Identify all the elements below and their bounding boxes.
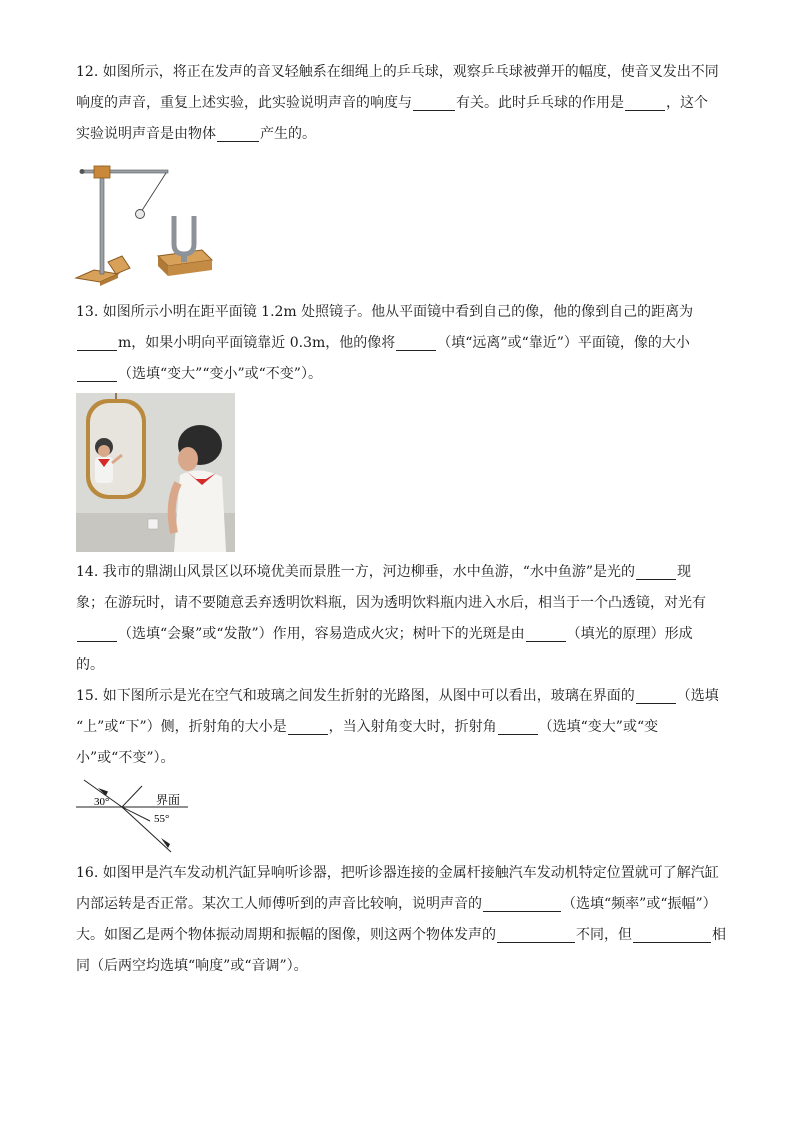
answer-blank[interactable] bbox=[483, 895, 561, 912]
q16-line-2 bbox=[76, 889, 736, 920]
label-angle-30: 30° bbox=[94, 796, 110, 808]
q16-text-3: （选填“频率”或“振幅”） bbox=[562, 896, 717, 912]
answer-blank[interactable] bbox=[413, 94, 455, 111]
question-14 bbox=[76, 557, 736, 681]
q16-text-5: 不同，但 bbox=[576, 927, 632, 943]
q15-line-2 bbox=[76, 712, 736, 743]
answer-blank[interactable] bbox=[217, 125, 259, 142]
question-13 bbox=[76, 297, 736, 390]
q15-text-4: ，当入射角变大时，折射角 bbox=[328, 719, 497, 735]
answer-blank[interactable] bbox=[77, 365, 117, 382]
q12-text-6: 产生的。 bbox=[260, 126, 316, 142]
q15-text-2: （选填 bbox=[676, 688, 719, 704]
q14-text-3: 象；在游玩时，请不要随意丢弃透明饮料瓶，因为透明饮料瓶内进入水后，相当于一个凸透镜，对光有 bbox=[76, 595, 706, 611]
answer-blank[interactable] bbox=[633, 926, 711, 943]
q16-text-7: 同（后两空均选填“响度”或“音调”）。 bbox=[76, 958, 308, 974]
q16-line-4 bbox=[76, 951, 736, 982]
q14-line-1 bbox=[76, 557, 736, 588]
answer-blank[interactable] bbox=[497, 926, 575, 943]
question-12 bbox=[76, 57, 736, 150]
q15-line-1 bbox=[76, 681, 736, 712]
tuning-fork-figure bbox=[74, 156, 214, 288]
q16-text-1: 如图甲是汽车发动机汽缸异响听诊器，把听诊器连接的金属杆接触汽车发动机特定位置就可了解汽缸 bbox=[102, 865, 719, 881]
refraction-diagram bbox=[76, 776, 192, 856]
answer-blank[interactable] bbox=[288, 718, 328, 735]
label-angle-55: 55° bbox=[154, 813, 170, 825]
q13-text-2: m，如果小明向平面镜靠近 0.3m，他的像将 bbox=[118, 335, 396, 351]
answer-blank[interactable] bbox=[396, 334, 436, 351]
answer-blank[interactable] bbox=[526, 625, 566, 642]
answer-blank[interactable] bbox=[77, 625, 117, 642]
q13-line-2 bbox=[76, 328, 736, 359]
q14-line-3 bbox=[76, 619, 736, 650]
q14-text-2: 现 bbox=[677, 564, 692, 580]
q12-line-1 bbox=[76, 57, 736, 88]
q13-number: 13. bbox=[76, 304, 99, 320]
q12-text-4: ，这个 bbox=[666, 95, 708, 111]
q16-number: 16. bbox=[76, 865, 99, 881]
q12-number: 12. bbox=[76, 64, 99, 80]
q12-line-2 bbox=[76, 88, 736, 119]
q14-text-6: 的。 bbox=[76, 657, 104, 673]
q14-line-4 bbox=[76, 650, 736, 681]
q14-text-5: （填光的原理）形成 bbox=[566, 626, 693, 642]
q13-text-3: （填“远离”或“靠近”）平面镜，像的大小 bbox=[437, 335, 690, 351]
q12-line-3 bbox=[76, 119, 736, 150]
answer-blank[interactable] bbox=[77, 334, 117, 351]
q15-text-6: 小”或“不变”）。 bbox=[76, 750, 175, 766]
q12-text-1: 如图所示，将正在发声的音叉轻触系在细绳上的乒乓球，观察乒乓球被弹开的幅度，使音叉发出不同 bbox=[102, 64, 719, 80]
answer-blank[interactable] bbox=[625, 94, 665, 111]
q16-line-3 bbox=[76, 920, 736, 951]
q16-text-4: 大。如图乙是两个物体振动周期和振幅的图像，则这两个物体发声的 bbox=[76, 927, 496, 943]
q12-text-5: 实验说明声音是由物体 bbox=[76, 126, 216, 142]
answer-blank[interactable] bbox=[498, 718, 538, 735]
q14-text-1: 我市的鼎湖山风景区以环境优美而景胜一方，河边柳垂，水中鱼游，“水中鱼游”是光的 bbox=[102, 564, 636, 580]
q16-line-1 bbox=[76, 858, 736, 889]
q15-text-5: （选填“变大”或“变 bbox=[538, 719, 659, 735]
q13-text-1: 如图所示小明在距平面镜 1.2m 处照镜子。他从平面镜中看到自己的像，他的像到自己的距离为 bbox=[102, 304, 694, 320]
q13-line-3 bbox=[76, 359, 736, 390]
q15-line-3 bbox=[76, 743, 736, 774]
q14-text-4: （选填“会聚”或“发散”）作用，容易造成火灾；树叶下的光斑是由 bbox=[118, 626, 525, 642]
q15-text-3: “上”或“下”）侧，折射角的大小是 bbox=[76, 719, 287, 735]
q15-text-1: 如下图所示是光在空气和玻璃之间发生折射的光路图，从图中可以看出，玻璃在界面的 bbox=[102, 688, 635, 704]
q16-text-2: 内部运转是否正常。某次工人师傅听到的声音比较响，说明声音的 bbox=[76, 896, 482, 912]
question-16 bbox=[76, 858, 736, 982]
q15-number: 15. bbox=[76, 688, 99, 704]
q12-text-3: 有关。此时乒乓球的作用是 bbox=[456, 95, 624, 111]
mirror-photo bbox=[76, 393, 235, 552]
q14-line-2 bbox=[76, 588, 736, 619]
q13-text-4: （选填“变大”“变小”或“不变”）。 bbox=[118, 366, 322, 382]
label-interface: 界面 bbox=[156, 793, 181, 807]
answer-blank[interactable] bbox=[636, 563, 676, 580]
q13-line-1 bbox=[76, 297, 736, 328]
q16-text-6: 相 bbox=[712, 927, 726, 943]
q14-number: 14. bbox=[76, 564, 99, 580]
q12-text-2: 响度的声音，重复上述实验，此实验说明声音的响度与 bbox=[76, 95, 412, 111]
answer-blank[interactable] bbox=[636, 687, 676, 704]
question-15 bbox=[76, 681, 736, 774]
